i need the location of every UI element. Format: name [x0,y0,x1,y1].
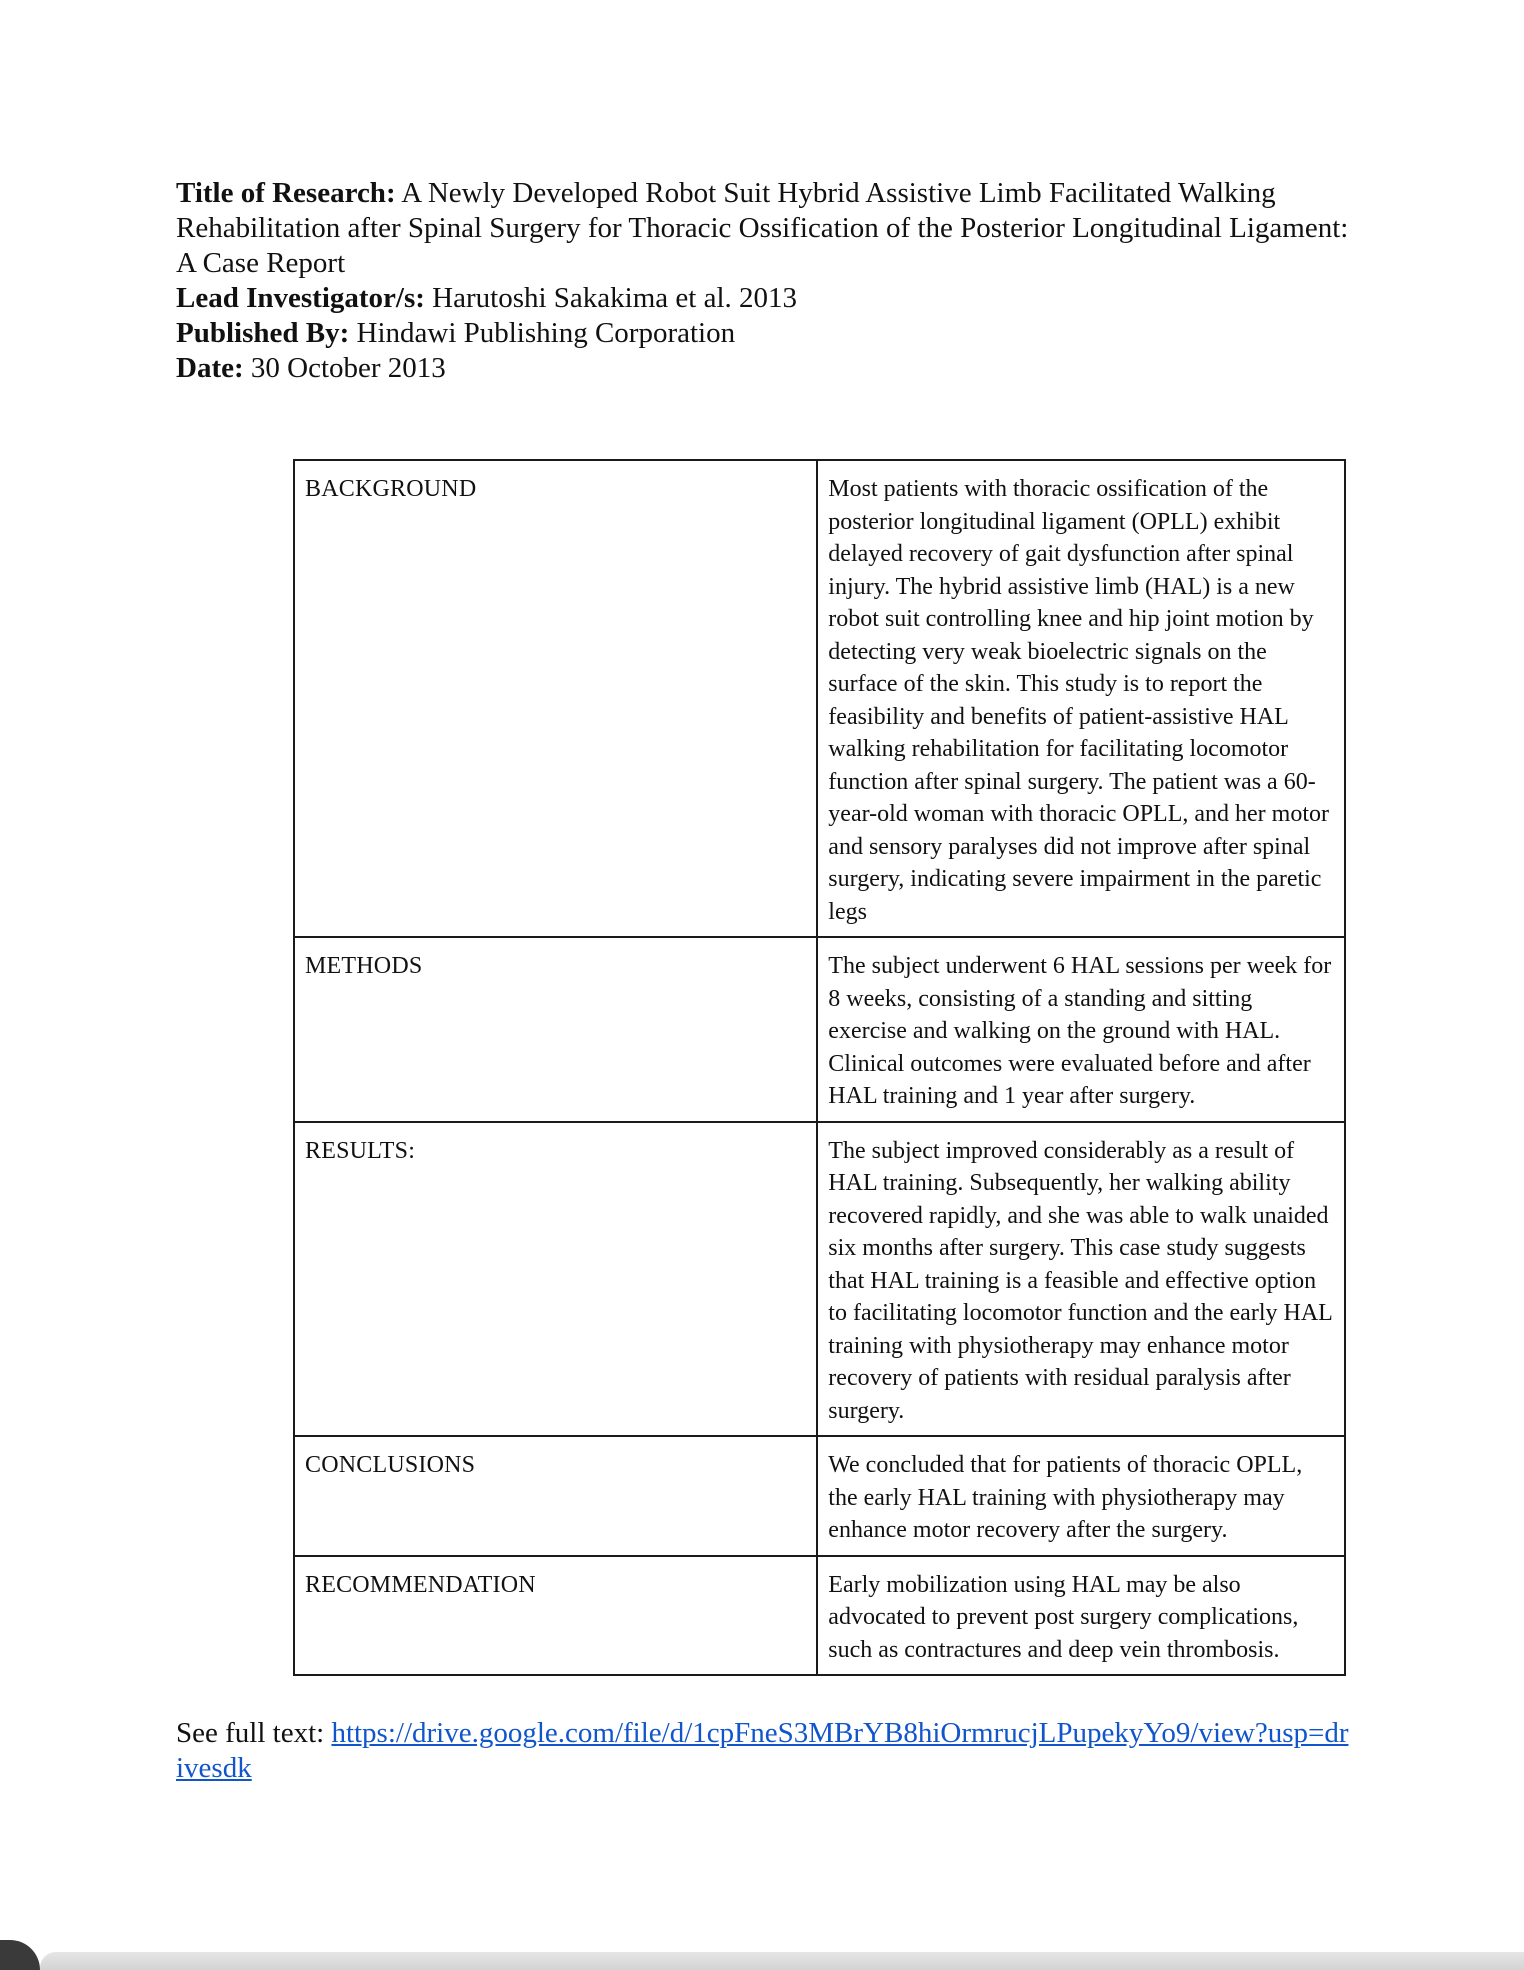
table-row-recommendation [294,1556,1345,1676]
row-content: We concluded that for patients of thoracic OPLL, the early HAL training with physiotherapy may enhance motor recovery after the surgery. [817,1436,1345,1556]
row-content: The subject improved considerably as a result of HAL training. Subsequently, her walking ability recovered rapidly, and she was able to walk unaided six months after surgery. This case study suggests that HAL training is a feasible and effective option to facilitating locomotor function and the early HAL training with physiotherapy may enhance motor recovery of patients with residual paralysis after surgery. [817,1122,1345,1437]
investigator-value: Harutoshi Sakakima et al. 2013 [424,282,798,314]
title-line [176,176,1356,281]
document-header [176,176,1356,386]
row-heading: METHODS [294,937,817,1122]
table-row-conclusions [294,1436,1345,1556]
row-content: Early mobilization using HAL may be also advocated to prevent post surgery complications, such as contractures and deep vein thrombosis. [817,1556,1345,1676]
investigator-line [176,281,1356,316]
bottom-bar [40,1952,1524,1970]
publisher-line [176,316,1356,351]
investigator-label: Lead Investigator/s: [176,282,425,314]
row-heading: RESULTS: [294,1122,817,1437]
row-heading: BACKGROUND [294,460,817,937]
date-line [176,351,1356,386]
row-content: Most patients with thoracic ossification of the posterior longitudinal ligament (OPLL) exhibit delayed recovery of gait dysfunction after spinal injury. The hybrid assistive limb (HAL) is a new robot suit controlling knee and hip joint motion by detecting very weak bioelectric signals on the surface of the skin. This study is to report the feasibility and benefits of patient-assistive HAL walking rehabilitation for facilitating locomotor function after spinal surgery. The patient was a 60-year-old woman with thoracic OPLL, and her motor and sensory paralyses did not improve after spinal surgery, indicating severe impairment in the paretic legs [817,460,1345,937]
publisher-label: Published By: [176,317,350,349]
publisher-value: Hindawi Publishing Corporation [349,317,736,349]
title-value: A Newly Developed Robot Suit Hybrid Assistive Limb Facilitated Walking Rehabilitation after Spinal Surgery for Thoracic Ossification of the Posterior Longitudinal Ligament: A Case Report [176,177,1349,279]
row-heading: CONCLUSIONS [294,1436,817,1556]
table-row-background [294,460,1345,937]
date-label: Date: [176,352,244,384]
date-value: 30 October 2013 [243,352,446,384]
row-heading: RECOMMENDATION [294,1556,817,1676]
full-text-label: See full text: [176,1717,332,1749]
summary-table [293,459,1346,1676]
table-row-methods [294,937,1345,1122]
title-label: Title of Research: [176,177,396,209]
row-content: The subject underwent 6 HAL sessions per week for 8 weeks, consisting of a standing and sitting exercise and walking on the ground with HAL. Clinical outcomes were evaluated before and after HAL training and 1 year after surgery. [817,937,1345,1122]
full-text-link[interactable]: https://drive.google.com/file/d/1cpFneS3MBrYB8hiOrmrucjLPupekyYo9/view?usp=drivesdk [176,1717,1349,1784]
full-text-line [176,1716,1356,1786]
window-corner [0,1940,40,1970]
table-row-results [294,1122,1345,1437]
